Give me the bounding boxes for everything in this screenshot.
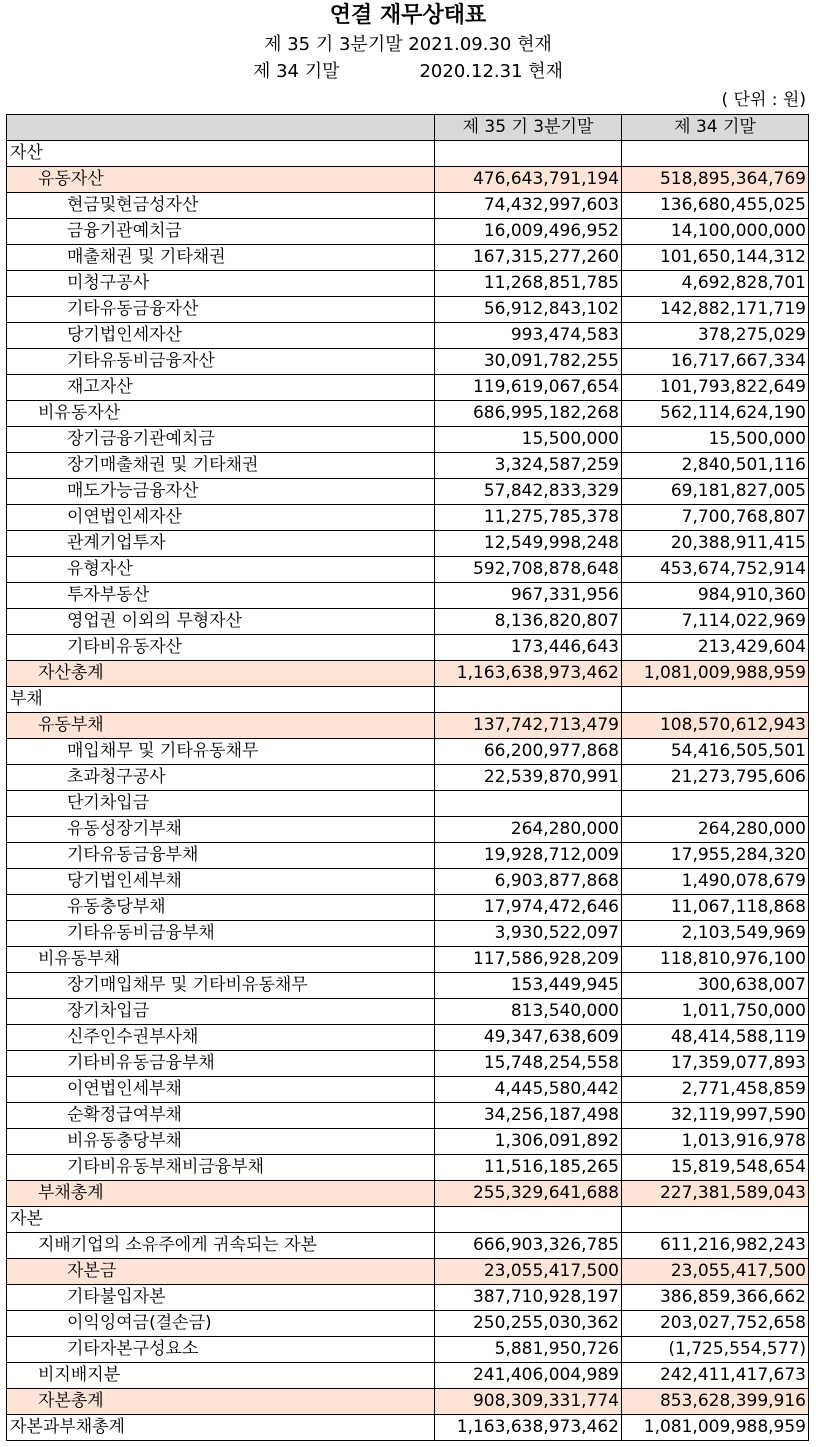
row-label: 유형자산 bbox=[7, 557, 435, 583]
row-current-value: 592,708,878,648 bbox=[435, 557, 622, 583]
row-label: 자본금 bbox=[7, 1259, 435, 1285]
table-row bbox=[7, 1025, 809, 1051]
row-label: 부채총계 bbox=[7, 1181, 435, 1207]
unit-label: ( 단위 : 원) bbox=[721, 90, 806, 110]
row-previous-value: 118,810,976,100 bbox=[622, 947, 809, 973]
row-label: 당기법인세부채 bbox=[7, 869, 435, 895]
row-label: 현금및현금성자산 bbox=[7, 193, 435, 219]
row-current-value: 15,500,000 bbox=[435, 427, 622, 453]
table-row bbox=[7, 1207, 809, 1233]
row-current-value: 255,329,641,688 bbox=[435, 1181, 622, 1207]
row-current-value bbox=[435, 1207, 622, 1233]
row-current-value: 12,549,998,248 bbox=[435, 531, 622, 557]
row-previous-value bbox=[622, 687, 809, 713]
row-label: 기타유동금융자산 bbox=[7, 297, 435, 323]
header-previous-period: 제 34 기말 bbox=[622, 115, 809, 141]
table-body bbox=[7, 141, 809, 1441]
row-label: 이익잉여금(결손금) bbox=[7, 1311, 435, 1337]
row-previous-value: 69,181,827,005 bbox=[622, 479, 809, 505]
table-row bbox=[7, 531, 809, 557]
row-previous-value: 213,429,604 bbox=[622, 635, 809, 661]
table-row bbox=[7, 1285, 809, 1311]
row-previous-value: 32,119,997,590 bbox=[622, 1103, 809, 1129]
row-current-value: 49,347,638,609 bbox=[435, 1025, 622, 1051]
row-label: 비유동충당부채 bbox=[7, 1129, 435, 1155]
row-label: 재고자산 bbox=[7, 375, 435, 401]
row-label: 비유동부채 bbox=[7, 947, 435, 973]
row-previous-value: 300,638,007 bbox=[622, 973, 809, 999]
table-row bbox=[7, 1181, 809, 1207]
row-previous-value: 20,388,911,415 bbox=[622, 531, 809, 557]
row-label: 유동자산 bbox=[7, 167, 435, 193]
row-label: 영업권 이외의 무형자산 bbox=[7, 609, 435, 635]
row-previous-value: 1,081,009,988,959 bbox=[622, 661, 809, 687]
row-previous-value: 101,650,144,312 bbox=[622, 245, 809, 271]
row-current-value: 57,842,833,329 bbox=[435, 479, 622, 505]
row-current-value: 476,643,791,194 bbox=[435, 167, 622, 193]
row-current-value: 967,331,956 bbox=[435, 583, 622, 609]
table-row bbox=[7, 141, 809, 167]
row-previous-value: 136,680,455,025 bbox=[622, 193, 809, 219]
row-label: 이연법인세자산 bbox=[7, 505, 435, 531]
table-row bbox=[7, 583, 809, 609]
row-previous-value: 242,411,417,673 bbox=[622, 1363, 809, 1389]
row-previous-value: 386,859,366,662 bbox=[622, 1285, 809, 1311]
period-previous-label: 제 34 기말 bbox=[252, 61, 340, 82]
table-row bbox=[7, 635, 809, 661]
table-header-row bbox=[7, 115, 809, 141]
table-row bbox=[7, 1129, 809, 1155]
row-previous-value: 1,013,916,978 bbox=[622, 1129, 809, 1155]
row-label: 신주인수권부사채 bbox=[7, 1025, 435, 1051]
row-current-value: 6,903,877,868 bbox=[435, 869, 622, 895]
row-current-value: 8,136,820,807 bbox=[435, 609, 622, 635]
row-current-value: 153,449,945 bbox=[435, 973, 622, 999]
row-current-value: 3,930,522,097 bbox=[435, 921, 622, 947]
row-current-value bbox=[435, 791, 622, 817]
row-current-value: 1,306,091,892 bbox=[435, 1129, 622, 1155]
table-row bbox=[7, 713, 809, 739]
row-current-value: 137,742,713,479 bbox=[435, 713, 622, 739]
row-current-value: 167,315,277,260 bbox=[435, 245, 622, 271]
row-label: 자산총계 bbox=[7, 661, 435, 687]
row-label: 유동성장기부채 bbox=[7, 817, 435, 843]
row-current-value: 11,268,851,785 bbox=[435, 271, 622, 297]
period-previous-date: 2020.12.31 현재 bbox=[419, 61, 564, 82]
table-row bbox=[7, 427, 809, 453]
row-current-value: 11,516,185,265 bbox=[435, 1155, 622, 1181]
row-label: 유동부채 bbox=[7, 713, 435, 739]
row-label: 부채 bbox=[7, 687, 435, 713]
row-previous-value: 984,910,360 bbox=[622, 583, 809, 609]
row-label: 지배기업의 소유주에게 귀속되는 자본 bbox=[7, 1233, 435, 1259]
table-row bbox=[7, 1311, 809, 1337]
row-previous-value: 54,416,505,501 bbox=[622, 739, 809, 765]
row-current-value: 30,091,782,255 bbox=[435, 349, 622, 375]
table-row bbox=[7, 401, 809, 427]
row-current-value: 74,432,997,603 bbox=[435, 193, 622, 219]
table-row bbox=[7, 375, 809, 401]
row-previous-value: 23,055,417,500 bbox=[622, 1259, 809, 1285]
row-previous-value: 7,700,768,807 bbox=[622, 505, 809, 531]
row-previous-value: 1,490,078,679 bbox=[622, 869, 809, 895]
row-previous-value: 15,500,000 bbox=[622, 427, 809, 453]
row-label: 기타비유동자산 bbox=[7, 635, 435, 661]
table-row bbox=[7, 453, 809, 479]
row-current-value: 813,540,000 bbox=[435, 999, 622, 1025]
row-previous-value: 7,114,022,969 bbox=[622, 609, 809, 635]
row-current-value: 4,445,580,442 bbox=[435, 1077, 622, 1103]
row-previous-value: 2,771,458,859 bbox=[622, 1077, 809, 1103]
table-row bbox=[7, 271, 809, 297]
row-label: 매입채무 및 기타유동채무 bbox=[7, 739, 435, 765]
table-row bbox=[7, 1051, 809, 1077]
header-account bbox=[7, 115, 435, 141]
row-current-value bbox=[435, 141, 622, 167]
row-label: 자본총계 bbox=[7, 1389, 435, 1415]
table-row bbox=[7, 505, 809, 531]
row-current-value: 119,619,067,654 bbox=[435, 375, 622, 401]
row-label: 자본과부채총계 bbox=[7, 1415, 435, 1441]
table-row bbox=[7, 193, 809, 219]
row-previous-value: 518,895,364,769 bbox=[622, 167, 809, 193]
row-label: 비유동자산 bbox=[7, 401, 435, 427]
row-current-value: 1,163,638,973,462 bbox=[435, 1415, 622, 1441]
row-previous-value: 378,275,029 bbox=[622, 323, 809, 349]
row-label: 초과청구공사 bbox=[7, 765, 435, 791]
row-previous-value: 14,100,000,000 bbox=[622, 219, 809, 245]
row-current-value: 250,255,030,362 bbox=[435, 1311, 622, 1337]
row-current-value: 387,710,928,197 bbox=[435, 1285, 622, 1311]
row-label: 금융기관예치금 bbox=[7, 219, 435, 245]
row-previous-value: 227,381,589,043 bbox=[622, 1181, 809, 1207]
row-label: 기타자본구성요소 bbox=[7, 1337, 435, 1363]
table-row bbox=[7, 687, 809, 713]
row-label: 기타유동비금융부채 bbox=[7, 921, 435, 947]
period-previous bbox=[0, 60, 816, 84]
table-row bbox=[7, 921, 809, 947]
header-current-period: 제 35 기 3분기말 bbox=[435, 115, 622, 141]
row-current-value: 15,748,254,558 bbox=[435, 1051, 622, 1077]
row-previous-value: 1,081,009,988,959 bbox=[622, 1415, 809, 1441]
row-label: 기타비유동금융부채 bbox=[7, 1051, 435, 1077]
row-previous-value: 2,103,549,969 bbox=[622, 921, 809, 947]
table-row bbox=[7, 1077, 809, 1103]
row-previous-value: 562,114,624,190 bbox=[622, 401, 809, 427]
table-row bbox=[7, 973, 809, 999]
row-previous-value: 17,955,284,320 bbox=[622, 843, 809, 869]
row-label: 자산 bbox=[7, 141, 435, 167]
table-row bbox=[7, 739, 809, 765]
row-current-value: 5,881,950,726 bbox=[435, 1337, 622, 1363]
row-label: 순확정급여부채 bbox=[7, 1103, 435, 1129]
table-row bbox=[7, 1415, 809, 1441]
row-previous-value: 2,840,501,116 bbox=[622, 453, 809, 479]
table-row bbox=[7, 609, 809, 635]
row-label: 장기차입금 bbox=[7, 999, 435, 1025]
table-row bbox=[7, 1103, 809, 1129]
row-label: 자본 bbox=[7, 1207, 435, 1233]
row-label: 기타유동금융부채 bbox=[7, 843, 435, 869]
row-previous-value: 611,216,982,243 bbox=[622, 1233, 809, 1259]
row-current-value: 666,903,326,785 bbox=[435, 1233, 622, 1259]
row-label: 장기매출채권 및 기타채권 bbox=[7, 453, 435, 479]
row-current-value: 23,055,417,500 bbox=[435, 1259, 622, 1285]
table-row bbox=[7, 1363, 809, 1389]
row-previous-value: 17,359,077,893 bbox=[622, 1051, 809, 1077]
row-current-value: 22,539,870,991 bbox=[435, 765, 622, 791]
row-previous-value: 21,273,795,606 bbox=[622, 765, 809, 791]
table-row bbox=[7, 245, 809, 271]
period-current: 제 35 기 3분기말 2021.09.30 현재 bbox=[264, 34, 552, 55]
row-label: 단기차입금 bbox=[7, 791, 435, 817]
row-current-value: 56,912,843,102 bbox=[435, 297, 622, 323]
row-previous-value: 203,027,752,658 bbox=[622, 1311, 809, 1337]
row-label: 미청구공사 bbox=[7, 271, 435, 297]
table-row bbox=[7, 791, 809, 817]
table-row bbox=[7, 557, 809, 583]
row-previous-value: 264,280,000 bbox=[622, 817, 809, 843]
table-row bbox=[7, 219, 809, 245]
row-previous-value: 11,067,118,868 bbox=[622, 895, 809, 921]
table-row bbox=[7, 349, 809, 375]
table-row bbox=[7, 817, 809, 843]
row-label: 관계기업투자 bbox=[7, 531, 435, 557]
row-current-value: 173,446,643 bbox=[435, 635, 622, 661]
row-label: 장기매입채무 및 기타비유동채무 bbox=[7, 973, 435, 999]
row-current-value bbox=[435, 687, 622, 713]
table-row bbox=[7, 323, 809, 349]
table-row bbox=[7, 1259, 809, 1285]
table-row bbox=[7, 895, 809, 921]
row-previous-value: 16,717,667,334 bbox=[622, 349, 809, 375]
row-label: 이연법인세부채 bbox=[7, 1077, 435, 1103]
table-row bbox=[7, 167, 809, 193]
table-row bbox=[7, 869, 809, 895]
table-row bbox=[7, 765, 809, 791]
row-current-value: 66,200,977,868 bbox=[435, 739, 622, 765]
row-label: 기타불입자본 bbox=[7, 1285, 435, 1311]
row-label: 매도가능금융자산 bbox=[7, 479, 435, 505]
row-current-value: 17,974,472,646 bbox=[435, 895, 622, 921]
row-previous-value: 142,882,171,719 bbox=[622, 297, 809, 323]
row-previous-value: 853,628,399,916 bbox=[622, 1389, 809, 1415]
table-row bbox=[7, 843, 809, 869]
row-current-value: 117,586,928,209 bbox=[435, 947, 622, 973]
row-current-value: 686,995,182,268 bbox=[435, 401, 622, 427]
row-current-value: 3,324,587,259 bbox=[435, 453, 622, 479]
row-current-value: 993,474,583 bbox=[435, 323, 622, 349]
row-previous-value: 15,819,548,654 bbox=[622, 1155, 809, 1181]
row-current-value: 908,309,331,774 bbox=[435, 1389, 622, 1415]
row-label: 기타비유동부채비금융부채 bbox=[7, 1155, 435, 1181]
row-current-value: 1,163,638,973,462 bbox=[435, 661, 622, 687]
row-previous-value bbox=[622, 1207, 809, 1233]
table-row bbox=[7, 999, 809, 1025]
table-row bbox=[7, 661, 809, 687]
row-previous-value bbox=[622, 141, 809, 167]
row-current-value: 241,406,004,989 bbox=[435, 1363, 622, 1389]
document-title: 연결 재무상태표 bbox=[329, 3, 487, 28]
table-row bbox=[7, 1233, 809, 1259]
table-row bbox=[7, 1155, 809, 1181]
table-row bbox=[7, 1389, 809, 1415]
row-previous-value: 101,793,822,649 bbox=[622, 375, 809, 401]
row-label: 비지배지분 bbox=[7, 1363, 435, 1389]
table-row bbox=[7, 297, 809, 323]
table-row bbox=[7, 1337, 809, 1363]
row-label: 장기금융기관예치금 bbox=[7, 427, 435, 453]
row-current-value: 16,009,496,952 bbox=[435, 219, 622, 245]
row-label: 매출채권 및 기타채권 bbox=[7, 245, 435, 271]
row-previous-value bbox=[622, 791, 809, 817]
row-current-value: 34,256,187,498 bbox=[435, 1103, 622, 1129]
row-label: 기타유동비금융자산 bbox=[7, 349, 435, 375]
row-previous-value: 108,570,612,943 bbox=[622, 713, 809, 739]
balance-sheet-table bbox=[6, 114, 809, 1441]
row-previous-value: 453,674,752,914 bbox=[622, 557, 809, 583]
row-current-value: 11,275,785,378 bbox=[435, 505, 622, 531]
row-label: 당기법인세자산 bbox=[7, 323, 435, 349]
row-previous-value: 1,011,750,000 bbox=[622, 999, 809, 1025]
row-previous-value: (1,725,554,577) bbox=[622, 1337, 809, 1363]
row-label: 투자부동산 bbox=[7, 583, 435, 609]
row-label: 유동충당부채 bbox=[7, 895, 435, 921]
row-previous-value: 4,692,828,701 bbox=[622, 271, 809, 297]
row-current-value: 264,280,000 bbox=[435, 817, 622, 843]
row-previous-value: 48,414,588,119 bbox=[622, 1025, 809, 1051]
table-row bbox=[7, 947, 809, 973]
row-current-value: 19,928,712,009 bbox=[435, 843, 622, 869]
table-row bbox=[7, 479, 809, 505]
